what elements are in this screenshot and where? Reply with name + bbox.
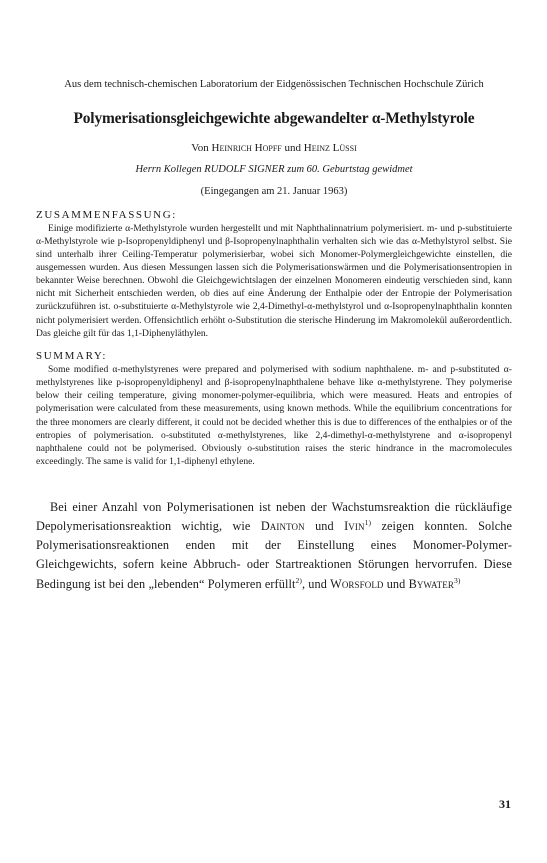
institute-line: Aus dem technisch-chemischen Laboratorium der Eidgenössischen Technischen Hochschule Zürich <box>64 79 484 90</box>
authors-prefix: Von <box>191 141 209 154</box>
summary-text: Some modified α-methylstyrenes were prepared and polymerised with sodium naphthalene. m- and p-substituted α-methylstyrenes like p-isopropenyldiphenyl and β-isopropenylnaphthalene behave like α-methylstyrene. They polymerise below their ceiling temperature, giving monomer-polymer-equilibria, which were measured. Heats and entropies of polymerisation were calculated from these measurements, using known methods. While the equilibrium concentrations for the three monomers are clearly different, it could not be decided whether this is due to differences of the enthalpies or of the entropies of polymerisation. o-substituted α-methylstyrenes, like 2,4-dimethyl-α-methylstyrene and α-isopropenyl naphthalene could not be polymerised. Obviously o-substitution raises the steric hindrance in the macromolecules exceedingly. The same is valid for 1,1-diphenyl ethylene. <box>36 363 512 467</box>
body-text-run: Bei einer Anzahl von Polymerisationen ist neben der Wachstumsreaktion die rückläufige Depolymerisationsreaktion wichtig, wie <box>36 500 512 534</box>
cited-author: Bywater <box>408 576 454 591</box>
author-line <box>36 142 512 154</box>
cited-author: Worsfold <box>330 576 384 591</box>
body-paragraph <box>36 498 512 593</box>
article-title: Polymerisationsgleichgewichte abgewandelter α-Methylstyrole <box>73 109 475 127</box>
zusammenfassung-text: Einige modifizierte α-Methylstyrole wurden hergestellt und mit Naphthalinnatrium polymerisiert. m- und p-substituierte α-Methylstyrole wie p-Isopropenyldiphenyl und β-Isopropenylnaphthalin verhalten sich wie das α-Methylstyrol selbst. Sie sind unterhalb ihrer Ceiling-Temperatur polymerisierbar, wobei sich Monomer-Polymergleichgewichte einstellen, die ausgemessen wurden. Aus diesen Messungen lassen sich die Polymerisationswärmen und die Polymerisationsentropien in bekannter Weise berechnen. Obwohl die Gleichgewichtslagen der einzelnen Monomeren eindeutig verschieden sind, kann nicht mit Sicherheit entschieden werden, ob dies auf eine Änderung der Enthalpie oder der Entropie der Polymerisation zurückzuführen ist. o-substituierte α-Methylstyrole wie 2,4-Dimethyl-α-methylstyrol und α-Isopropenylnaphthalin konnten nicht polymerisiert werden. Offensichtlich erhöht o-Substitution die sterische Hinderung im Makromolekül außerordentlich. Das gleiche gilt für das 1,1-Diphenyläthylen. <box>36 222 512 339</box>
dedication: Herrn Kollegen RUDOLF SIGNER zum 60. Geburtstag gewidmet <box>135 163 413 175</box>
reference-marker: 2) <box>295 575 302 585</box>
received-date: (Eingegangen am 21. Januar 1963) <box>200 185 348 197</box>
reference-marker: 3) <box>453 575 461 585</box>
cited-author: Ivin <box>344 519 365 534</box>
body-text-run: zeigen konnten. Solche Polymerisationsreaktionen enden mit der Einstellung eines Monomer-Polymer-Gleichgewichts, sofern keine Abbruch- oder Startreaktionen Störungen hervorrufen. Diese Bedingung ist bei den „lebenden“ Polymeren erfüllt <box>36 519 513 591</box>
reference-marker: 1) <box>364 518 372 528</box>
body-text-run: , und <box>301 576 327 591</box>
article-page <box>36 78 512 594</box>
body-text-run: und <box>315 519 334 534</box>
summary-heading: SUMMARY: <box>36 349 108 362</box>
zusammenfassung-heading: ZUSAMMENFASSUNG: <box>36 208 177 221</box>
cited-author: Dainton <box>260 519 305 534</box>
body-text-run: und <box>386 576 406 591</box>
author-name: Heinz Lüssi <box>303 141 357 154</box>
page-number: 31 <box>499 797 511 811</box>
authors-join: und <box>284 141 302 154</box>
author-name: Heinrich Hopff <box>211 141 282 154</box>
